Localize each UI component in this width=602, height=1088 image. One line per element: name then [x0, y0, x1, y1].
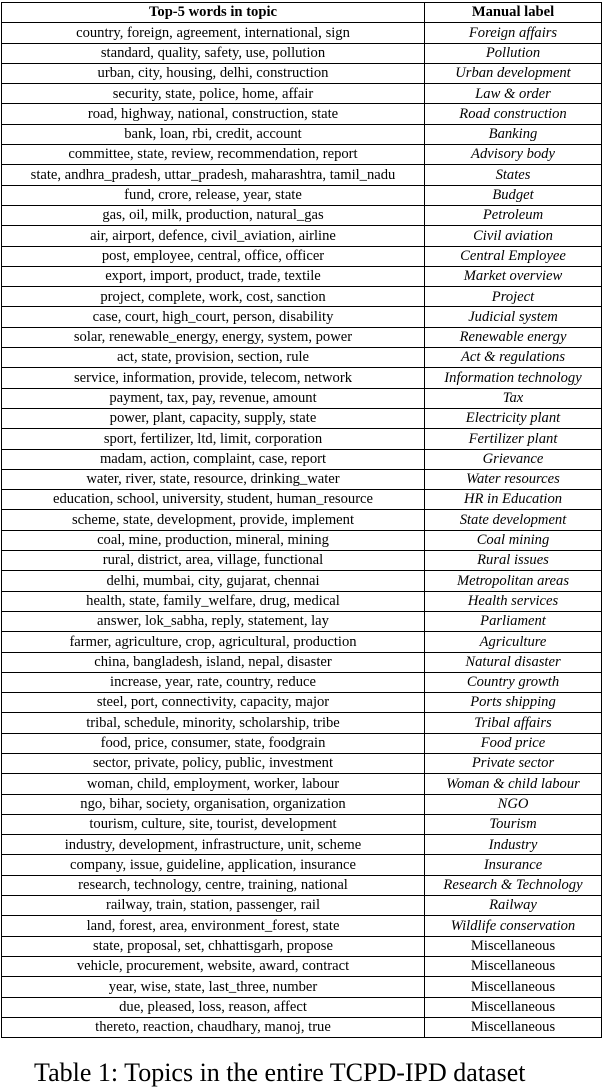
table-row [2, 916, 602, 936]
manual-label-cell: Research & Technology [425, 875, 602, 895]
manual-label-cell: Act & regulations [425, 348, 602, 368]
manual-label-cell: Fertilizer plant [425, 429, 602, 449]
table-row [2, 43, 602, 63]
manual-label-cell: Budget [425, 185, 602, 205]
topic-words-cell: solar, renewable_energy, energy, system, power [2, 327, 425, 347]
manual-label-cell: Country growth [425, 672, 602, 692]
topic-words-cell: country, foreign, agreement, international, sign [2, 23, 425, 43]
manual-label-cell: Civil aviation [425, 226, 602, 246]
table-row [2, 287, 602, 307]
table-row [2, 794, 602, 814]
table-header-row [2, 3, 602, 23]
topic-words-cell: ngo, bihar, society, organisation, organization [2, 794, 425, 814]
topic-words-cell: research, technology, centre, training, national [2, 875, 425, 895]
table-row [2, 246, 602, 266]
topic-words-cell: post, employee, central, office, officer [2, 246, 425, 266]
table-row [2, 672, 602, 692]
table-row [2, 490, 602, 510]
topic-words-cell: education, school, university, student, human_resource [2, 490, 425, 510]
table-row [2, 388, 602, 408]
table-row [2, 835, 602, 855]
table-row [2, 753, 602, 773]
manual-label-cell: Advisory body [425, 145, 602, 165]
manual-label-cell: Pollution [425, 43, 602, 63]
manual-label-cell: Miscellaneous [425, 936, 602, 956]
manual-label-cell: Grievance [425, 449, 602, 469]
topic-words-cell: due, pleased, loss, reason, affect [2, 997, 425, 1017]
topic-words-cell: food, price, consumer, state, foodgrain [2, 733, 425, 753]
manual-label-cell: NGO [425, 794, 602, 814]
table-row [2, 551, 602, 571]
topic-words-cell: state, proposal, set, chhattisgarh, propose [2, 936, 425, 956]
manual-label-cell: Renewable energy [425, 327, 602, 347]
topic-words-cell: urban, city, housing, delhi, construction [2, 63, 425, 83]
manual-label-cell: Foreign affairs [425, 23, 602, 43]
table-row [2, 591, 602, 611]
table-row [2, 875, 602, 895]
manual-label-cell: Wildlife conservation [425, 916, 602, 936]
table-row [2, 855, 602, 875]
manual-label-cell: Central Employee [425, 246, 602, 266]
manual-label-cell: Tax [425, 388, 602, 408]
manual-label-cell: Miscellaneous [425, 977, 602, 997]
header-manual-label: Manual label [425, 3, 602, 23]
table-row [2, 733, 602, 753]
manual-label-cell: Ports shipping [425, 693, 602, 713]
table-row [2, 652, 602, 672]
topic-words-cell: payment, tax, pay, revenue, amount [2, 388, 425, 408]
topic-words-cell: woman, child, employment, worker, labour [2, 774, 425, 794]
table-row [2, 23, 602, 43]
topic-words-cell: tribal, schedule, minority, scholarship, tribe [2, 713, 425, 733]
table-row [2, 84, 602, 104]
manual-label-cell: Parliament [425, 611, 602, 631]
manual-label-cell: State development [425, 510, 602, 530]
manual-label-cell: Miscellaneous [425, 997, 602, 1017]
topic-words-cell: export, import, product, trade, textile [2, 266, 425, 286]
manual-label-cell: Coal mining [425, 530, 602, 550]
table-row [2, 307, 602, 327]
topic-words-cell: coal, mine, production, mineral, mining [2, 530, 425, 550]
topic-words-cell: company, issue, guideline, application, insurance [2, 855, 425, 875]
topic-words-cell: project, complete, work, cost, sanction [2, 287, 425, 307]
manual-label-cell: Petroleum [425, 205, 602, 225]
table-row [2, 1017, 602, 1037]
manual-label-cell: Project [425, 287, 602, 307]
topic-words-cell: scheme, state, development, provide, implement [2, 510, 425, 530]
table-row [2, 713, 602, 733]
table-row [2, 611, 602, 631]
topic-words-cell: bank, loan, rbi, credit, account [2, 124, 425, 144]
topic-words-cell: gas, oil, milk, production, natural_gas [2, 205, 425, 225]
table-row [2, 936, 602, 956]
table-row [2, 956, 602, 976]
table-row [2, 449, 602, 469]
topic-words-cell: industry, development, infrastructure, unit, scheme [2, 835, 425, 855]
table-row [2, 997, 602, 1017]
table-row [2, 408, 602, 428]
manual-label-cell: Natural disaster [425, 652, 602, 672]
topic-words-cell: case, court, high_court, person, disability [2, 307, 425, 327]
table-row [2, 327, 602, 347]
manual-label-cell: Tourism [425, 814, 602, 834]
manual-label-cell: Market overview [425, 266, 602, 286]
table-body [2, 23, 602, 1038]
topic-words-cell: railway, train, station, passenger, rail [2, 896, 425, 916]
table-row [2, 124, 602, 144]
topic-words-cell: land, forest, area, environment_forest, state [2, 916, 425, 936]
table-row [2, 205, 602, 225]
manual-label-cell: Water resources [425, 469, 602, 489]
manual-label-cell: Woman & child labour [425, 774, 602, 794]
manual-label-cell: States [425, 165, 602, 185]
table-row [2, 977, 602, 997]
table-row [2, 104, 602, 124]
table-row [2, 185, 602, 205]
manual-label-cell: Health services [425, 591, 602, 611]
topic-words-cell: answer, lok_sabha, reply, statement, lay [2, 611, 425, 631]
manual-label-cell: Insurance [425, 855, 602, 875]
manual-label-cell: Miscellaneous [425, 1017, 602, 1037]
topic-words-cell: farmer, agriculture, crop, agricultural, production [2, 632, 425, 652]
manual-label-cell: Agriculture [425, 632, 602, 652]
manual-label-cell: Private sector [425, 753, 602, 773]
topic-words-cell: tourism, culture, site, tourist, development [2, 814, 425, 834]
topic-words-cell: delhi, mumbai, city, gujarat, chennai [2, 571, 425, 591]
table-row [2, 145, 602, 165]
topic-words-cell: committee, state, review, recommendation, report [2, 145, 425, 165]
topic-words-cell: increase, year, rate, country, reduce [2, 672, 425, 692]
topic-words-cell: china, bangladesh, island, nepal, disaster [2, 652, 425, 672]
topics-table [1, 2, 602, 1038]
topic-words-cell: power, plant, capacity, supply, state [2, 408, 425, 428]
topic-words-cell: steel, port, connectivity, capacity, major [2, 693, 425, 713]
table-row [2, 814, 602, 834]
topic-words-cell: year, wise, state, last_three, number [2, 977, 425, 997]
topic-words-cell: thereto, reaction, chaudhary, manoj, true [2, 1017, 425, 1037]
manual-label-cell: Urban development [425, 63, 602, 83]
header-top-words: Top-5 words in topic [2, 3, 425, 23]
table-row [2, 348, 602, 368]
table-row [2, 469, 602, 489]
topic-words-cell: act, state, provision, section, rule [2, 348, 425, 368]
table-row [2, 530, 602, 550]
topic-words-cell: air, airport, defence, civil_aviation, airline [2, 226, 425, 246]
topic-words-cell: road, highway, national, construction, state [2, 104, 425, 124]
topic-words-cell: madam, action, complaint, case, report [2, 449, 425, 469]
table-row [2, 571, 602, 591]
table-row [2, 266, 602, 286]
manual-label-cell: Information technology [425, 368, 602, 388]
topic-words-cell: standard, quality, safety, use, pollution [2, 43, 425, 63]
topic-words-cell: service, information, provide, telecom, network [2, 368, 425, 388]
table-row [2, 429, 602, 449]
table-row [2, 510, 602, 530]
manual-label-cell: Road construction [425, 104, 602, 124]
manual-label-cell: Electricity plant [425, 408, 602, 428]
topic-words-cell: vehicle, procurement, website, award, contract [2, 956, 425, 976]
table-row [2, 632, 602, 652]
manual-label-cell: Metropolitan areas [425, 571, 602, 591]
topic-words-cell: water, river, state, resource, drinking_water [2, 469, 425, 489]
manual-label-cell: Miscellaneous [425, 956, 602, 976]
manual-label-cell: Industry [425, 835, 602, 855]
topic-words-cell: sector, private, policy, public, investment [2, 753, 425, 773]
topic-words-cell: fund, crore, release, year, state [2, 185, 425, 205]
table-caption: Table 1: Topics in the entire TCPD-IPD dataset [34, 1058, 526, 1087]
table-row [2, 63, 602, 83]
table-row [2, 693, 602, 713]
manual-label-cell: Food price [425, 733, 602, 753]
topic-words-cell: rural, district, area, village, functional [2, 551, 425, 571]
table-row [2, 774, 602, 794]
table-row [2, 226, 602, 246]
topic-words-cell: sport, fertilizer, ltd, limit, corporation [2, 429, 425, 449]
table-row [2, 165, 602, 185]
table-row [2, 368, 602, 388]
table-row [2, 896, 602, 916]
topic-words-cell: security, state, police, home, affair [2, 84, 425, 104]
manual-label-cell: Judicial system [425, 307, 602, 327]
manual-label-cell: Rural issues [425, 551, 602, 571]
manual-label-cell: HR in Education [425, 490, 602, 510]
topic-words-cell: state, andhra_pradesh, uttar_pradesh, maharashtra, tamil_nadu [2, 165, 425, 185]
manual-label-cell: Railway [425, 896, 602, 916]
manual-label-cell: Tribal affairs [425, 713, 602, 733]
topic-words-cell: health, state, family_welfare, drug, medical [2, 591, 425, 611]
manual-label-cell: Banking [425, 124, 602, 144]
manual-label-cell: Law & order [425, 84, 602, 104]
